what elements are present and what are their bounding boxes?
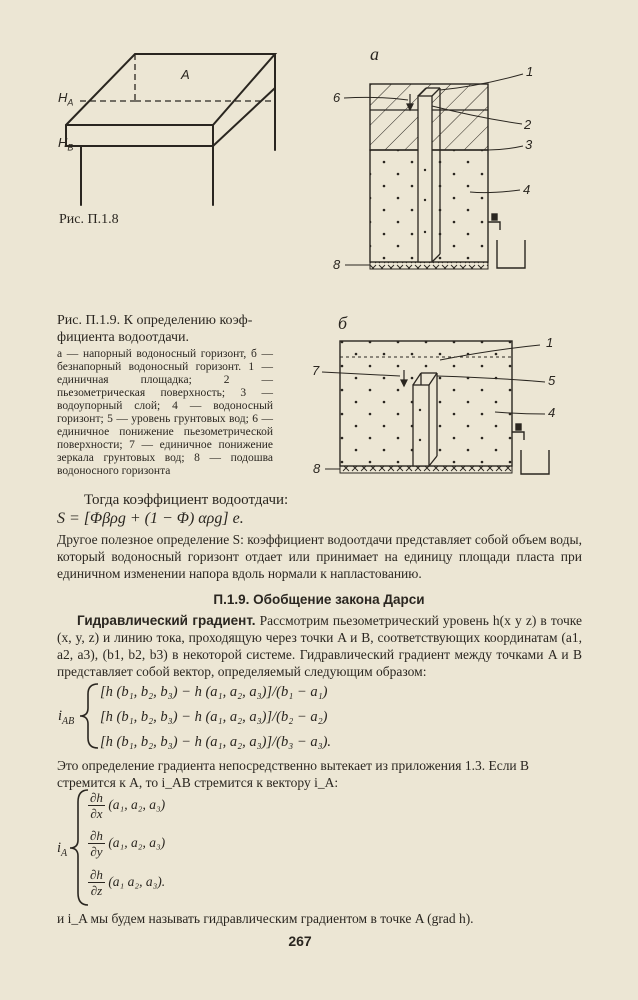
fig19a-label-6: 6 [333, 90, 341, 105]
fig19b-label-4: 4 [548, 405, 556, 420]
iab-label: $i_{AB}$ [58, 708, 75, 727]
gradient-heading: Гидравлический градиент. [77, 613, 256, 628]
fig19a-label-2: 2 [524, 117, 532, 132]
fig19b-label-5: 5 [548, 373, 556, 388]
ia-row-3: $\frac{\partial h}{\partial z}$ (a₁ a₂, a₃). [90, 867, 166, 898]
ia-label: $i_A$ [57, 840, 68, 859]
para-gradient-limit: Это определение градиента непосредственно вытекает из приложения 1.3. Если B стремится к A, то i_AB стремится к вектору i_A: [57, 758, 530, 790]
fig19a-label-8: 8 [333, 257, 341, 272]
para-storativity-definition: Другое полезное определение S: коэффициент водоотдачи представляет собой объем воды, который водоносный горизонт отдает или принимает на единицу площади пласта при единичном изменении напора вдоль нормали к напластованию. [57, 532, 582, 581]
formula-S: S = [Φβρg + (1 − Φ) αρg] e. [57, 510, 244, 527]
ia-row-2: $\frac{\partial h}{\partial y}$ (a₁, a₂, a₃) [90, 828, 166, 859]
para-coefficient-intro: Тогда коэффициент водоотдачи: [84, 492, 289, 508]
fig19a-label-1: 1 [526, 64, 534, 79]
fig19b-label-7: 7 [312, 363, 320, 378]
fig18-label-A: A [181, 67, 190, 82]
para-gradient-definition: и i_A мы будем называть гидравлическим градиентом в точке A (grad h). [57, 911, 474, 926]
fig19-letter-a: а [370, 44, 379, 64]
fig19b-label-8: 8 [313, 461, 321, 476]
fig19-caption: Рис. П.1.9. К определению коэф- фициента водоотдачи. [57, 313, 253, 345]
fig18-label-HA: $H_A$ [58, 90, 74, 108]
fig19-letter-b: б [338, 313, 348, 333]
gradient-text: Рассмотрим пьезометрический уровень h(x y z) в точке (x, y, z) и линию тока, проходящую через точки A и B, соответствующих координатам (a1, a2, a3), (b1, b2, b3) в некоторой системе. Гидравлический градиент между точками A и B представляет собой вектор, определяемый следующим образом: [57, 613, 583, 679]
fig18-label-HB: $H_B$ [58, 135, 74, 153]
iab-row-2: [h (b₁, b₂, b₃) − h (a₁, a₂, a₃)]/(b₂ − a₂) [100, 709, 328, 725]
iab-row-1: [h (b₁, b₂, b₃) − h (a₁, a₂, a₃)]/(b₁ − a₁) [100, 684, 328, 700]
page-number: 267 [288, 933, 312, 949]
section-title: П.1.9. Обобщение закона Дарси [213, 592, 425, 607]
fig19-legend: а — напорный водоносный горизонт, б — безнапорный водоносный горизонт. 1 — единичная площадка; 2 — пьезометрическая поверхность; 3 — водоупорный слой; 4 — водоносный горизонт; 5 — уровень грунтовых вод; 6 — единичное понижение пьезометрической поверхности; 7 — единичное понижение зеркала грунтовых вод; 8 — подошва водоносного горизонта [57, 348, 273, 477]
fig18-caption: Рис. П.1.8 [59, 212, 119, 227]
iab-row-3: [h (b₁, b₂, b₃) − h (a₁, a₂, a₃)]/(b₃ − a₃). [100, 734, 332, 750]
fig19a-label-3: 3 [525, 137, 533, 152]
fig19b-label-1: 1 [546, 335, 554, 350]
ia-row-1: $\frac{\partial h}{\partial x}$ (a₁, a₂, a₃) [90, 790, 166, 821]
fig19a-label-4: 4 [523, 182, 531, 197]
